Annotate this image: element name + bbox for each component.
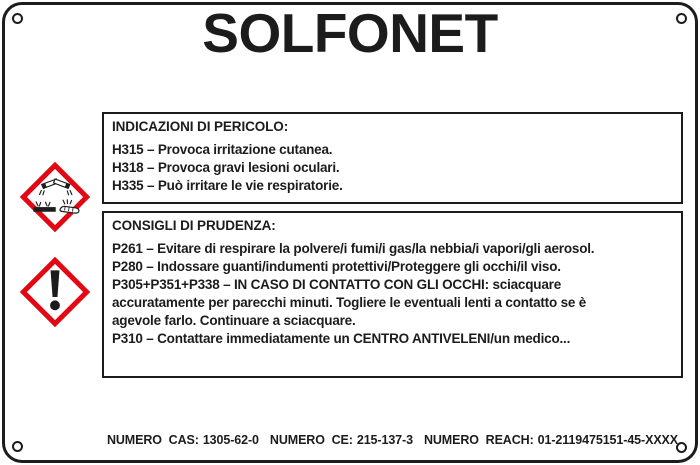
hazard-box-header: INDICAZIONI DI PERICOLO: [112, 119, 289, 134]
exclamation-dot [50, 300, 60, 310]
precautionary-statement: accuratamente per parecchi minuti. Togliere le eventuali lenti a contatto se è [112, 295, 587, 310]
ce-label: NUMERO CE: [269, 433, 353, 447]
hazard-statement: H318 – Provoca gravi lesioni oculari. [112, 160, 340, 175]
reach-label: NUMERO REACH: [423, 433, 534, 447]
precautionary-statement: P305+P351+P338 – IN CASO DI CONTATTO CON GLI OCCHI: sciacquare [112, 277, 561, 292]
hazard-statement: H335 – Può irritare le vie respiratorie. [112, 178, 343, 193]
registry-numbers [102, 432, 683, 449]
ce-value: 215-137-3 [356, 433, 413, 447]
reach-value: 01-2119475151-45-XXXX [537, 433, 679, 447]
cas-number [107, 432, 259, 449]
exclamation-pictogram-icon [19, 256, 91, 328]
cas-value: 1305-62-0 [202, 433, 259, 447]
product-title: SOLFONET [202, 2, 498, 64]
precautionary-statement: P261 – Evitare di respirare la polvere/i fumi/i gas/la nebbia/i vapori/gli aerosol. [112, 241, 595, 256]
corrosion-pictogram-icon [19, 161, 91, 233]
precautionary-statement: P310 – Contattare immediatamente un CENTRO ANTIVELENI/un medico... [112, 331, 571, 346]
precautionary-statement: P280 – Indossare guanti/indumenti protettivi/Proteggere gli occhi/il viso. [112, 259, 561, 274]
ce-number [270, 432, 413, 449]
precaution-box-header: CONSIGLI DI PRUDENZA: [112, 218, 276, 233]
reach-number [424, 432, 678, 449]
precautionary-statements-box [102, 211, 683, 378]
precautionary-statement: agevole farlo. Continuare a sciacquare. [112, 313, 356, 328]
cas-label: NUMERO CAS: [106, 433, 199, 447]
hazard-statement: H315 – Provoca irritazione cutanea. [112, 142, 333, 157]
diamond-border [23, 165, 86, 228]
screw-hole-bottom-left [12, 441, 23, 452]
hazard-statements-box [102, 112, 683, 204]
